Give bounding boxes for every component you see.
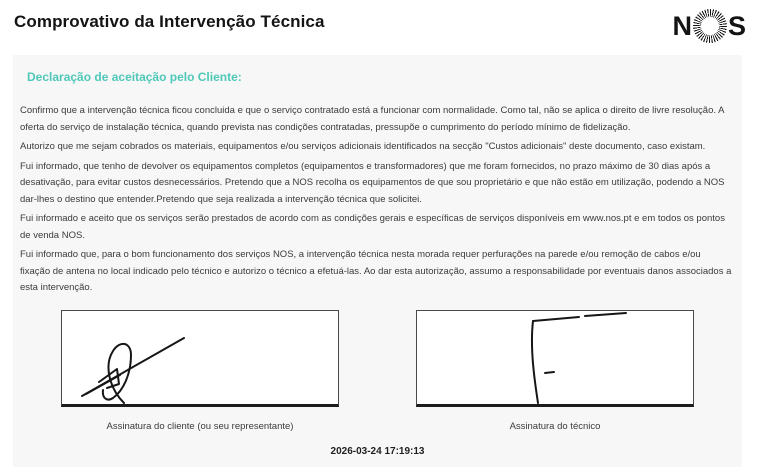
technician-signature-label: Assinatura do técnico xyxy=(509,420,601,432)
declaration-paragraph: Fui informado e aceito que os serviços serão prestados de acordo com as condições gerais e específicas de serviços disponíveis em www.nos.pt e em todos os pontos de venda NOS. xyxy=(20,213,725,241)
nos-logo-letter-s: S xyxy=(727,11,746,41)
client-signature-column xyxy=(61,310,339,432)
signature-section xyxy=(13,310,742,432)
declaration-paragraph: Autorizo que me sejam cobrados os materiais, equipamentos e/ou serviços adicionais identificados na secção "Custos adicionais" deste documento, caso existam. xyxy=(20,141,706,152)
client-signature-image xyxy=(62,311,338,404)
nos-sunburst-icon xyxy=(693,9,727,43)
technician-signature-column xyxy=(416,310,694,432)
page-title: Comprovativo da Intervenção Técnica xyxy=(14,12,325,31)
technician-signature-image xyxy=(417,311,693,404)
timestamp: 2026-03-24 17:19:13 xyxy=(330,445,425,457)
declaration-paragraph: Fui informado que, para o bom funcionamento dos serviços NOS, a intervenção técnica nesta morada requer perfurações na parede e/ou remoção de cabos e/ou fixação de antena no local indicado pelo técnico e autorizo o técnico a efetuá-las. Ao dar esta autorização, assumo a responsabilidade por eventuais danos associados a esta intervenção. xyxy=(20,249,732,293)
client-signature-box xyxy=(61,310,339,407)
header xyxy=(0,0,766,55)
nos-logo xyxy=(672,9,746,43)
technician-signature-box xyxy=(416,310,694,407)
declaration-paragraph: Fui informado, que tenho de devolver os equipamentos completos (equipamentos e transformadores) que me foram fornecidos, no prazo máximo de 30 dias após a desativação, para evitar custos desnecessários. Pretendo que a NOS recolha os equipamentos de que sou proprietário e que não estão em utilização, podendo a NOS dar-lhes o destino que entender.Pretendo que seja realizada a intervenção técnica que solicitei. xyxy=(20,160,725,205)
client-signature-label: Assinatura do cliente (ou seu representante) xyxy=(106,420,294,432)
declaration-panel xyxy=(13,55,742,467)
declaration-heading: Declaração de aceitação pelo Cliente: xyxy=(27,70,242,84)
declaration-paragraph: Confirmo que a intervenção técnica ficou concluida e que o serviço contratado está a funcionar com normalidade. Como tal, não se aplica o direito de livre resolução. A oferta do serviço de instalação técnica, quando prevista nas condições contratadas, pressupõe o cumprimento do período mínimo de fidelização. xyxy=(20,105,724,133)
nos-logo-letter-n: N xyxy=(672,11,692,41)
